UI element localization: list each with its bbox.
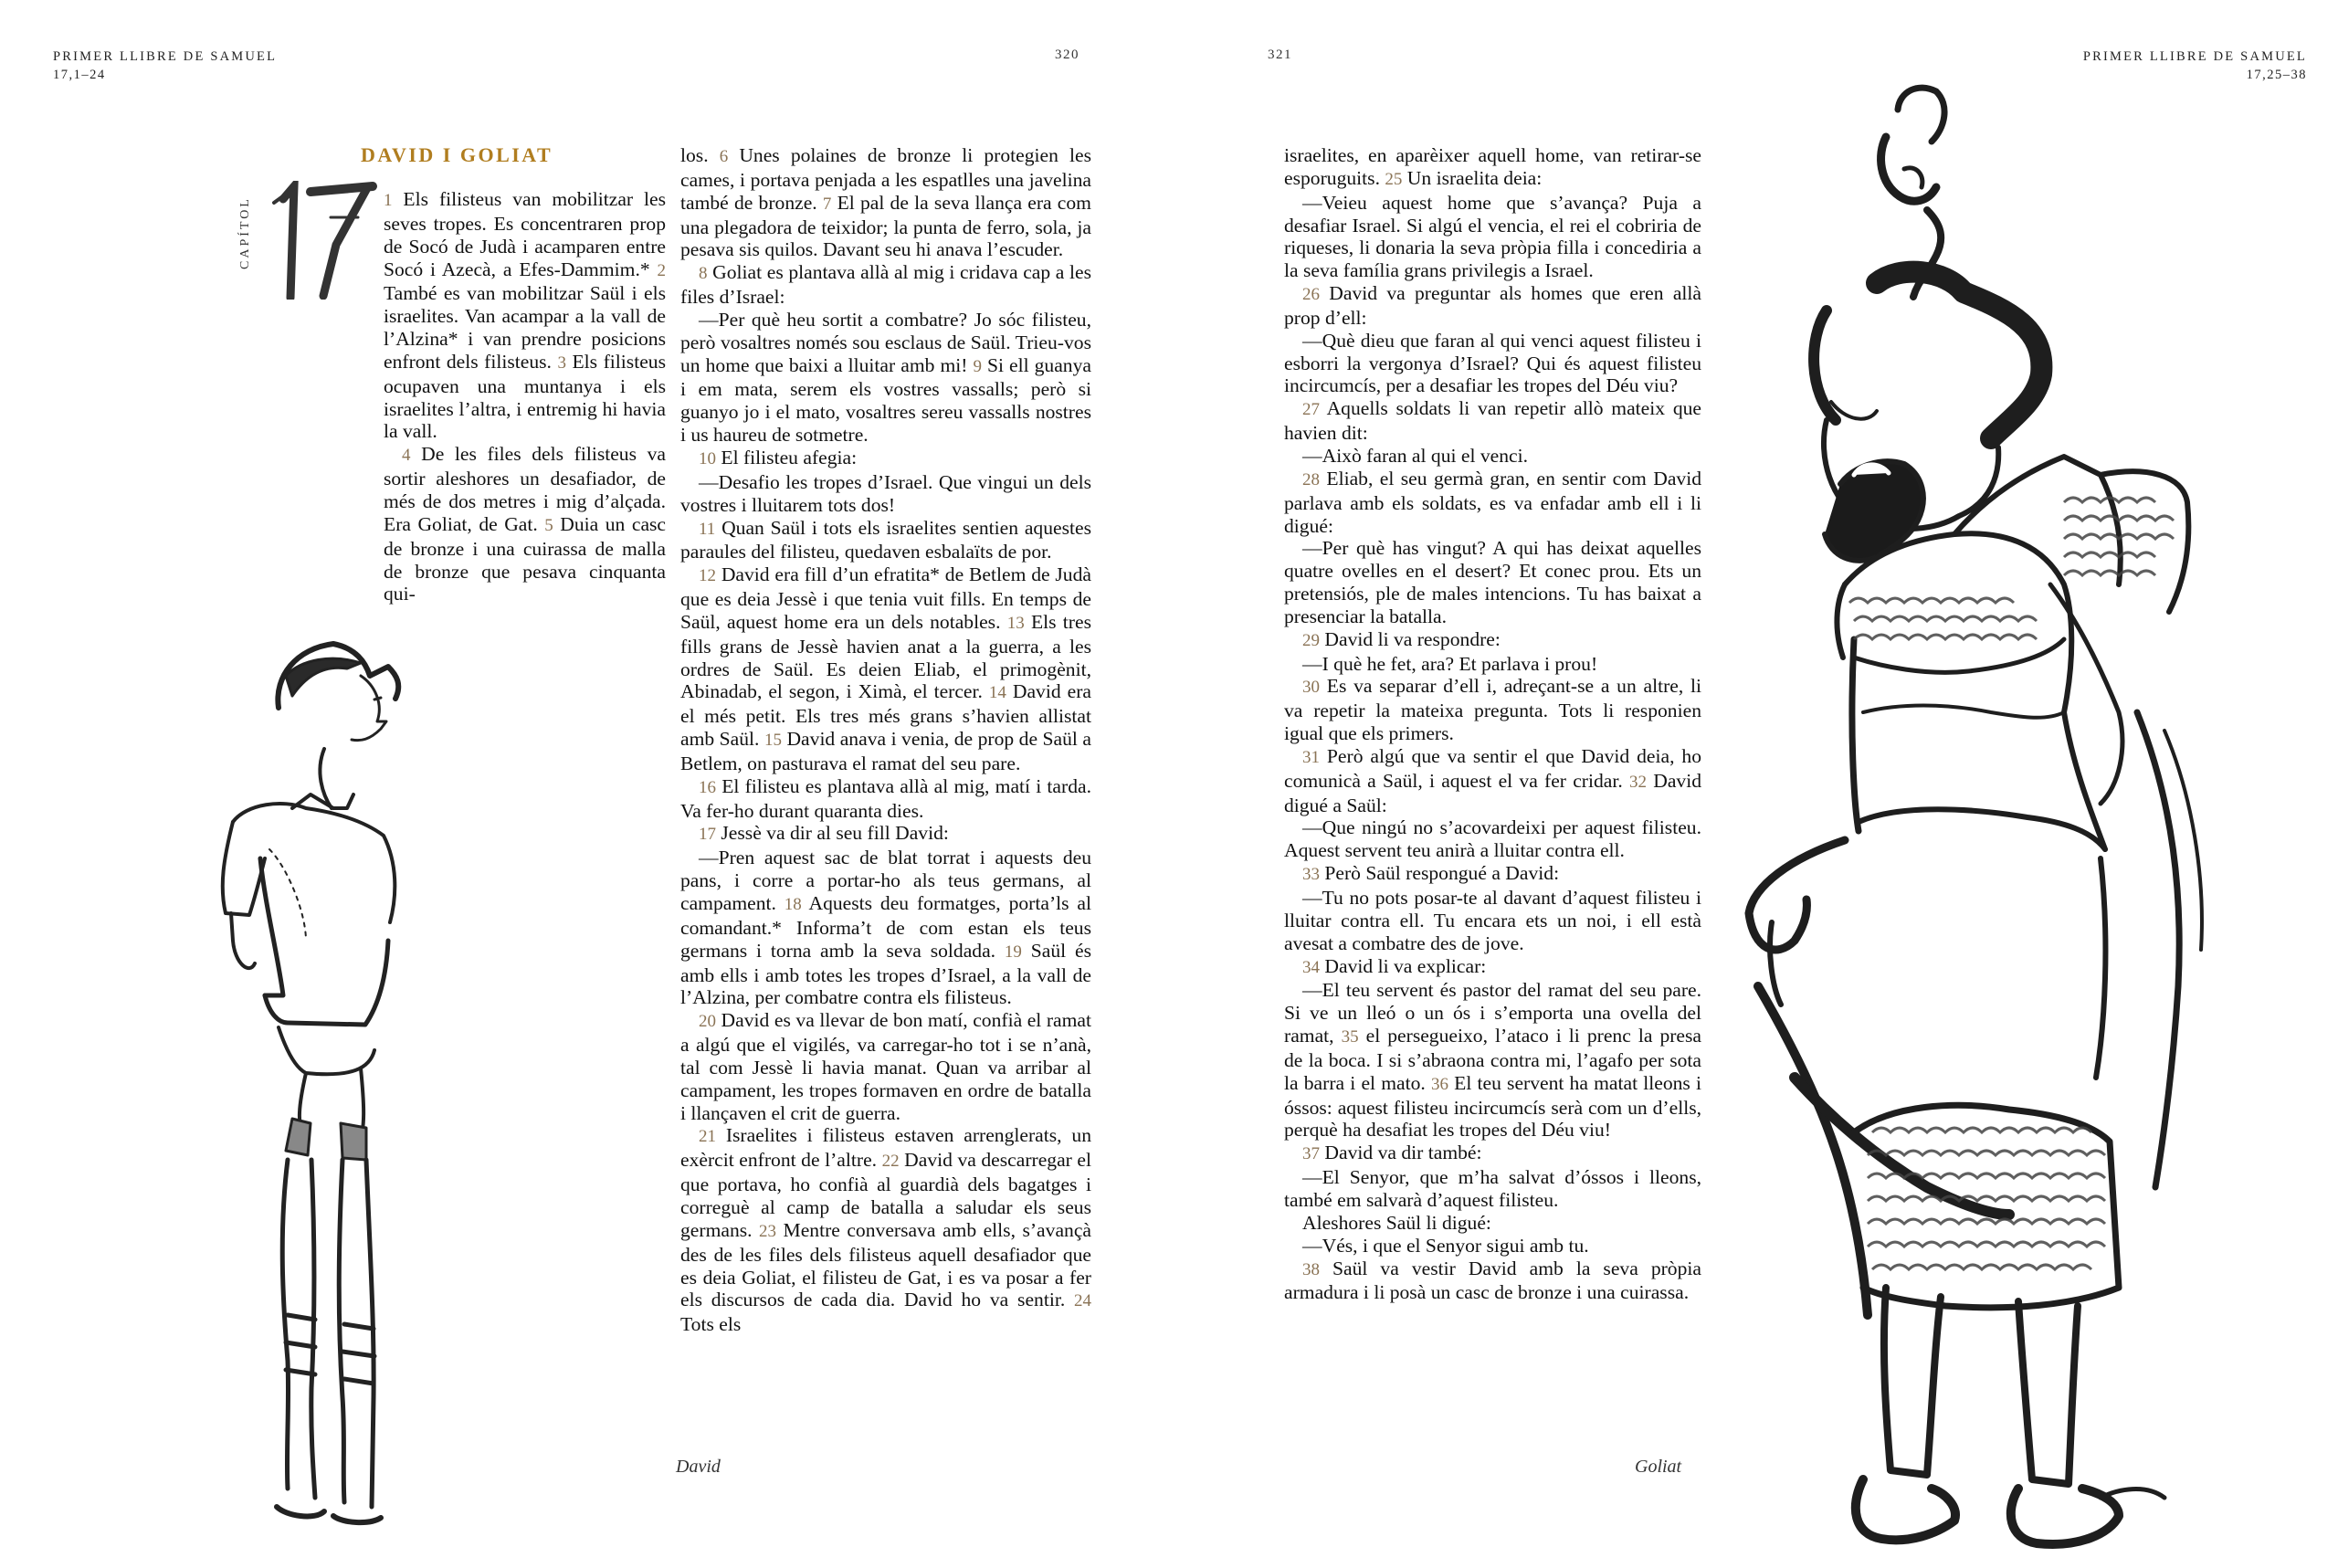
verse-text: —Per què has vingut? A qui has deixat aquelles quatre ovelles en el desert? Et conec prou. Ets un pretensiós, ple de males intencions. Tu has baixat a presenciar la batalla.	[1284, 537, 1701, 627]
verse-number: 6	[719, 147, 729, 166]
verse-text: David era fill d’un efratita* de Betlem de Judà que es deia Jessè i que tenia vuit fills. En temps de Saül, aquest home era un dels notables.	[680, 563, 1091, 633]
verse-text: Es va separar d’ell i, adreçant-se a un altre, li va repetir la mateixa pregunta. Tots li responien igual que els primers.	[1284, 675, 1701, 745]
paragraph	[680, 471, 1091, 517]
verse-text: Els tres fills grans de Jessè havien anat a la guerra, a les ordres de Saül. Es deien Eliab, el primogènit, Abinadab, el segon, i Ximà, el tercer.	[680, 610, 1091, 703]
paragraph	[1284, 675, 1701, 745]
paragraph	[1284, 445, 1701, 468]
paragraph	[680, 775, 1091, 823]
verse-text: Un israelita deia:	[1402, 166, 1543, 189]
verse-text: Si ell guanya i em mata, serem els vostres vassalls; però si guanyo jo i el mato, vosaltres sereu vassalls nostres i us haureu de sotmetre.	[680, 353, 1091, 447]
verse-number: 28	[1302, 469, 1320, 489]
verse-number: 19	[1004, 942, 1022, 962]
verse-text: Però Saül respongué a David:	[1320, 862, 1560, 885]
verse-text: Eliab, el seu germà gran, en sentir com David parlava amb els soldats, es va enfadar amb ell i li digué:	[1284, 467, 1701, 537]
paragraph	[1284, 862, 1701, 887]
verse-number: 18	[784, 895, 802, 914]
verse-number: 5	[544, 515, 553, 535]
verse-number: 7	[822, 194, 832, 214]
paragraph	[1284, 192, 1701, 282]
verse-number: 35	[1341, 1027, 1359, 1047]
verse-number: 38	[1302, 1259, 1320, 1279]
left-page-column-2	[680, 144, 1091, 1336]
paragraph	[1284, 1166, 1701, 1212]
david-caption: David	[676, 1457, 721, 1477]
paragraph	[1284, 330, 1701, 398]
verse-text: David digué a Saül:	[1284, 769, 1701, 816]
verse-number: 21	[699, 1127, 716, 1147]
paragraph	[680, 822, 1091, 847]
verse-text: El pal de la seva llança era com una plegadora de teixidor; la punta de ferro, sola, ja pesava sis quilos. Davant seu hi anava l’escuder.	[680, 191, 1091, 261]
verse-number: 32	[1629, 772, 1647, 792]
verse-number: 27	[1302, 400, 1320, 420]
section-title: DAVID I GOLIAT	[361, 143, 553, 166]
verse-text: David anava i venia, de prop de Saül a Betlem, on pasturava el ramat del seu pare.	[680, 728, 1092, 774]
paragraph	[1284, 537, 1701, 627]
verse-number: 22	[881, 1152, 900, 1172]
verse-text: —El teu servent és pastor del ramat del seu pare. Si ve un lleó o un ós i s’emporta una ovella del ramat,	[1284, 979, 1701, 1047]
paragraph	[1284, 628, 1701, 653]
paragraph	[1284, 816, 1701, 862]
verse-text: —Tu no pots posar-te al davant d’aquest filisteu i lluitar contra ell. Tu encara ets un noi, i ell està avesat a combatre des de jove.	[1284, 887, 1701, 954]
goliath-illustration	[1717, 73, 2320, 1562]
verse-text: Goliat es plantava allà al mig i cridava cap a les files d’Israel:	[680, 261, 1091, 309]
verse-number: 30	[1302, 678, 1320, 698]
paragraph	[1284, 282, 1701, 330]
verse-text: —Veieu aquest home que s’avança? Puja a desafiar Israel. Si algú el vencia, el rei el cobriria de riqueses, li donaria la seva pròpia filla i concediria a la seva família grans privilegis a Israel.	[1284, 191, 1701, 282]
verse-text: Però algú que va sentir el que David deia, ho comunicà a Saül, i aquest el va fer cridar.	[1284, 744, 1701, 792]
verse-number: 2	[657, 260, 666, 280]
paragraph	[680, 563, 1091, 775]
verse-number: 8	[699, 264, 708, 284]
verse-text: —Això faran al qui el venci.	[1302, 444, 1529, 467]
paragraph	[1284, 1258, 1701, 1305]
verse-number: 31	[1302, 747, 1320, 767]
verse-number: 34	[1302, 957, 1320, 977]
verse-text: —Què dieu que faran al qui venci aquest filisteu i esborri la vergonya d’Israel? Qui és aquest filisteu incircumcís, per a desafiar les tropes del Déu viu?	[1284, 329, 1701, 397]
verse-number: 33	[1302, 865, 1320, 885]
verse-number: 15	[764, 731, 782, 751]
verse-text: El teu servent ha matat lleons i óssos: aquest filisteu incircumcís serà com un d’ells, perquè ha desafiat les tropes del Déu viu!	[1284, 1071, 1701, 1142]
verse-number: 11	[699, 519, 716, 539]
paragraph	[1284, 144, 1701, 192]
verse-text: David li va explicar:	[1320, 954, 1487, 977]
verse-text: Quan Saül i tots els israelites sentien aquestes paraules del filisteu, quedaven esbalaïts de por.	[680, 516, 1091, 563]
paragraph	[1284, 468, 1701, 538]
david-illustration	[178, 612, 443, 1552]
verse-text: David es va llevar de bon matí, confià el ramat a algú que el vigilés, va carregar-ho tot i se n’anà, tal com Jessè li havia manat. Quan va arribar al campament, les tropes formaven en ordre de batalla i llançaven el crit de guerra.	[680, 1009, 1091, 1124]
verse-text: De les files dels filisteus va sortir aleshores un desafiador, de més de dos metres i mig d’alçada. Era Goliat, de Gat.	[384, 443, 666, 535]
paragraph	[680, 447, 1091, 471]
verse-text: —Pren aquest sac de blat torrat i aquests deu pans, i corre a portar-ho als teus germans, al campament.	[680, 847, 1091, 914]
paragraph	[1284, 955, 1701, 980]
left-page-number: 320	[1055, 47, 1079, 62]
verse-number: 1	[384, 191, 393, 210]
verse-text: —Desafio les tropes d’Israel. Que vingui un dels vostres i lluitarem tots dos!	[680, 470, 1091, 516]
right-book-title: PRIMER LLIBRE DE SAMUEL	[2082, 49, 2307, 64]
left-page-column-1	[384, 188, 666, 605]
left-running-head	[53, 47, 277, 84]
left-book-title: PRIMER LLIBRE DE SAMUEL	[53, 49, 278, 64]
paragraph	[680, 309, 1091, 447]
chapter-number-brush-numeral	[247, 181, 384, 300]
verse-text: També es van mobilitzar Saül i els israelites. Van acampar a la vall de l’Alzina* i van prendre posicions enfront dels filisteus.	[384, 282, 666, 373]
verse-text: David era el més petit. Els tres més grans s’havien allistat amb Saül.	[680, 680, 1091, 751]
verse-text: Mentre conversava amb ells, s’avançà des de les files dels filisteus aquell desafiador que es deia Goliat, el filisteu de Gat, i es va posar a fer els discursos de cada dia. David ho va sentir.	[680, 1218, 1091, 1311]
verse-text: —Vés, i que el Senyor sigui amb tu.	[1302, 1234, 1589, 1257]
verse-text: Saül és amb ells i amb totes les tropes d’Israel, a la vall de l’Alzina, per combatre contra els filisteus.	[680, 939, 1091, 1009]
verse-number: 23	[759, 1221, 777, 1241]
paragraph	[384, 188, 666, 443]
verse-number: 14	[988, 683, 1006, 703]
verse-text: Duia un casc de bronze i una cuirassa de malla de bronze que pesava cinquanta qui-	[384, 512, 667, 605]
paragraph	[680, 1124, 1091, 1336]
verse-number: 10	[699, 448, 716, 468]
paragraph	[680, 261, 1091, 309]
verse-text: David va preguntar als homes que eren allà prop d’ell:	[1284, 282, 1701, 329]
verse-number: 13	[1006, 613, 1025, 633]
paragraph	[384, 443, 666, 605]
verse-text: Els filisteus ocupaven una muntanya i els israelites l’altra, i entremig hi havia la vall.	[384, 350, 666, 443]
verse-text: Tots els	[680, 1313, 742, 1336]
paragraph	[1284, 1212, 1701, 1235]
verse-text: el persegueixo, l’ataco i li prenc la presa de la boca. I si s’abraona contra mi, l’agafo per sota la barra i el mato.	[1284, 1025, 1701, 1094]
verse-text: El filisteu es plantava allà al mig, matí i tarda. Va fer-ho durant quaranta dies.	[680, 774, 1091, 822]
paragraph	[680, 144, 1091, 261]
paragraph	[680, 847, 1091, 1009]
verse-text: David va dir també:	[1320, 1142, 1482, 1164]
verse-number: 3	[557, 353, 566, 373]
verse-text: El filisteu afegia:	[716, 446, 858, 468]
paragraph	[1284, 745, 1701, 817]
paragraph	[1284, 1142, 1701, 1166]
verse-number: 24	[1074, 1291, 1091, 1311]
verse-text: —Per què heu sortit a combatre? Jo sóc filisteu, però vosaltres només sou esclaus de Saül. Trieu-vos un home que baixi a lluitar amb mi!	[680, 308, 1091, 376]
verse-text: —El Senyor, que m’ha salvat d’óssos i lleons, també em salvarà d’aquest filisteu.	[1284, 1166, 1701, 1211]
right-chapter-ref: 17,25–38	[2246, 68, 2307, 82]
right-page-column-1	[1284, 144, 1701, 1304]
paragraph	[1284, 1235, 1701, 1258]
paragraph	[1284, 397, 1701, 445]
right-page-number: 321	[1268, 47, 1292, 62]
paragraph	[1284, 653, 1701, 676]
verse-number: 9	[973, 356, 982, 376]
verse-text: Saül va vestir David amb la seva pròpia armadura i li posà un casc de bronze i una cuirassa.	[1284, 1257, 1701, 1304]
paragraph	[680, 1009, 1091, 1124]
paragraph	[1284, 979, 1701, 1142]
verse-number: 12	[699, 566, 716, 586]
verse-text: David va descarregar el que portava, ho confià al guardià dels bagatges i correguè al camp de batalla a saludar els seus germans.	[680, 1149, 1091, 1241]
verse-text: los.	[680, 144, 720, 166]
verse-number: 25	[1385, 169, 1403, 189]
paragraph	[1284, 887, 1701, 955]
verse-text: Jessè va dir al seu fill David:	[716, 822, 949, 845]
paragraph	[680, 517, 1091, 564]
verse-number: 29	[1302, 630, 1320, 650]
verse-number: 20	[699, 1012, 716, 1032]
verse-text: Israelites i filisteus estaven arrenglerats, un exèrcit enfront de l’altre.	[680, 1124, 1091, 1172]
verse-text: Els filisteus van mobilitzar les seves tropes. Es concentraren prop de Socó de Judà i acamparen entre Socó i Azecà, a Efes-Dammim.*	[384, 188, 666, 280]
verse-text: Aquests deu formatges, porta’ls al comandant.* Informa’t de com estan els teus germans i torna amb la seva soldada.	[680, 892, 1091, 962]
verse-number: 17	[699, 825, 716, 845]
goliath-caption: Goliat	[1635, 1457, 1682, 1477]
verse-number: 36	[1430, 1074, 1448, 1094]
verse-text: Unes polaines de bronze li protegien les cames, i portava penjada a les espatlles una javelina també de bronze.	[680, 144, 1092, 214]
chapter-label: CAPÍTOL	[238, 196, 252, 269]
verse-text: Aleshores Saül li digué:	[1302, 1211, 1491, 1234]
verse-number: 37	[1302, 1144, 1320, 1164]
left-chapter-ref: 17,1–24	[53, 68, 106, 82]
verse-text: —Que ningú no s’acovardeixi per aquest filisteu. Aquest servent teu anirà a lluitar contra ell.	[1284, 816, 1701, 862]
verse-text: israelites, en aparèixer aquell home, van retirar-se esporuguits.	[1284, 144, 1701, 189]
verse-number: 16	[699, 777, 716, 797]
verse-text: David li va respondre:	[1320, 627, 1501, 650]
verse-text: Aquells soldats li van repetir allò mateix que havien dit:	[1284, 397, 1701, 445]
verse-text: —I què he fet, ara? Et parlava i prou!	[1302, 652, 1598, 675]
verse-number: 26	[1302, 285, 1320, 305]
verse-number: 4	[402, 446, 411, 466]
